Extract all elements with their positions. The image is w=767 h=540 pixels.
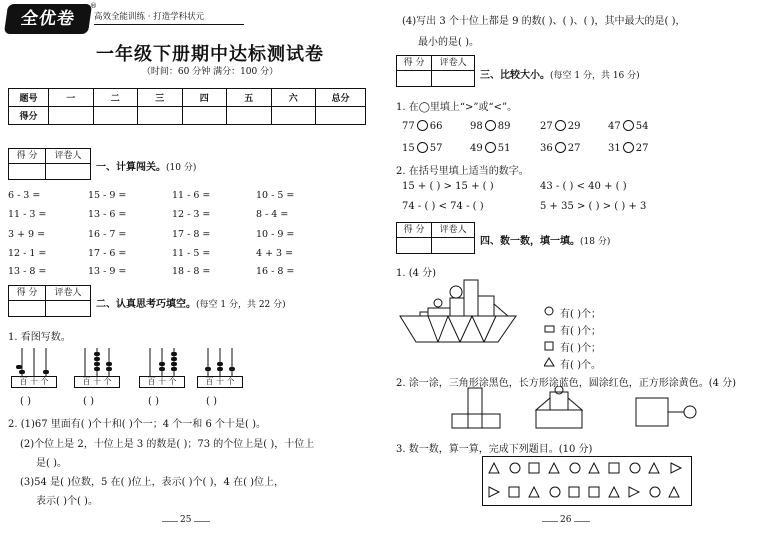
grader-score-label: 得 分 [397, 223, 432, 237]
compare-circle[interactable] [485, 120, 496, 131]
compare-circle[interactable] [555, 120, 566, 131]
fill-inequality[interactable]: 43 - ( ) < 40 + ( ) [540, 181, 627, 192]
score-table-score-row [9, 107, 366, 125]
grader-score-label: 得 分 [397, 56, 432, 70]
grader-reviewer-cell[interactable] [432, 71, 474, 86]
grid-square [529, 463, 539, 473]
q4-line2: 最小的是( )。 [418, 37, 479, 48]
score-cell[interactable] [49, 107, 94, 125]
section2-title: 二、认真思考巧填空。(每空 1 分，共 22 分) [96, 299, 286, 310]
abacus-2 [85, 348, 112, 376]
calc-item: 12 - 3 = [172, 209, 211, 220]
score-col-header: 四 [182, 89, 227, 107]
q2-part3-line2: 表示( )个( )。 [36, 496, 98, 507]
grader-reviewer-cell[interactable] [46, 164, 90, 179]
calc-item: 17 - 8 = [172, 229, 211, 240]
grader-reviewer-label: 评卷人 [54, 151, 82, 161]
page-number-rule [574, 521, 590, 522]
coloring-figures [450, 386, 710, 432]
s3-q2-prompt: 2. 在括号里填上适当的数字。 [396, 166, 529, 177]
fill-inequality[interactable]: 5 + 35 > ( ) > ( ) + 3 [540, 201, 647, 212]
grader-score-label: 得 分 [9, 286, 46, 300]
score-col-header: 一 [49, 89, 94, 107]
page-number-rule [542, 521, 558, 522]
score-cell[interactable] [316, 107, 366, 125]
shape-sequence-grid [482, 456, 692, 506]
calc-item: 17 - 6 = [88, 248, 127, 259]
grader-box [396, 222, 475, 254]
exam-title: 一年级下册期中达标测试卷 [96, 44, 324, 65]
calc-item: 11 - 3 = [8, 209, 47, 220]
calc-item: 13 - 8 = [8, 266, 47, 277]
grader-reviewer-label: 评卷人 [54, 288, 82, 298]
calc-item: 16 - 7 = [88, 229, 127, 240]
compare-item: 15 57 [402, 143, 443, 154]
score-table [8, 88, 366, 125]
score-col-header: 三 [138, 89, 183, 107]
calc-item: 10 - 5 = [256, 190, 295, 201]
calc-item: 8 - 4 = [256, 209, 289, 220]
section3-title: 三、比较大小。(每空 1 分，共 16 分) [480, 70, 640, 81]
abacus-answer-blank[interactable]: ( ) [83, 396, 94, 407]
count-triangles[interactable]: 有( )个。 [560, 360, 601, 371]
circle-icon [544, 306, 556, 316]
square-icon [544, 341, 556, 351]
calc-item: 11 - 6 = [172, 190, 211, 201]
q2-part3-line1: (3)54 是( )位数，5 在( )位上，表示( )个( )，4 在( )位上， [20, 477, 285, 488]
registered-mark: ® [90, 2, 97, 10]
score-col-header: 题号 [9, 89, 49, 107]
grader-reviewer-label: 评卷人 [439, 58, 467, 68]
q2-part2-line1: (2)个位上是 2，十位上是 3 的数是( )；73 的个位上是( )，十位上 [20, 439, 315, 450]
section3-note: (每空 1 分，共 16 分) [550, 71, 640, 81]
score-cell[interactable] [227, 107, 272, 125]
calc-item: 4 + 3 = [256, 248, 294, 259]
score-col-header: 六 [271, 89, 316, 107]
abacus-3 [150, 348, 177, 376]
compare-circle[interactable] [623, 142, 634, 153]
score-table-header-row [9, 89, 366, 107]
s4-q2-prompt: 2. 涂一涂，三角形涂黑色，长方形涂蓝色，圆涂红色，正方形涂黄色。(4 分) [396, 378, 737, 389]
abacus-base-label: 百 十 个 [197, 376, 243, 388]
compare-item: 36 27 [540, 143, 581, 154]
q4-line1: (4)写出 3 个十位上都是 9 的数( )、( )、( )，其中最大的是( )， [402, 16, 686, 27]
score-col-header: 总分 [316, 89, 366, 107]
q1-prompt: 1. 看图写数。 [8, 332, 71, 343]
abacus-base-label: 百 十 个 [139, 376, 185, 388]
s4-q1-prompt: 1. (4 分) [396, 268, 437, 279]
score-row-label: 得分 [9, 107, 49, 125]
score-cell[interactable] [93, 107, 138, 125]
rectangle-icon [544, 324, 556, 334]
fill-inequality[interactable]: 15 + ( ) > 15 + ( ) [402, 181, 494, 192]
score-col-header: 二 [93, 89, 138, 107]
section1-title: 一、计算闯关。(10 分) [96, 162, 197, 173]
s4-q3-prompt: 3. 数一数，算一算，完成下列题目。(10 分) [396, 444, 593, 455]
calc-item: 6 - 3 = [8, 190, 41, 201]
compare-item: 77 66 [402, 121, 443, 132]
grid-triangle [489, 463, 499, 473]
compare-item: 49 51 [470, 143, 511, 154]
grader-score-cell[interactable] [9, 301, 46, 316]
compare-circle[interactable] [417, 142, 428, 153]
count-circles[interactable]: 有( )个； [560, 309, 601, 320]
compare-item: 27 29 [540, 121, 581, 132]
fill-inequality[interactable]: 74 - ( ) < 74 - ( ) [402, 201, 484, 212]
score-cell[interactable] [138, 107, 183, 125]
grader-reviewer-cell[interactable] [432, 238, 474, 253]
score-cell[interactable] [182, 107, 227, 125]
grid-circle [510, 463, 520, 473]
compare-circle[interactable] [485, 142, 496, 153]
abacus-base-label: 百 十 个 [11, 376, 57, 388]
compare-item: 98 89 [470, 121, 511, 132]
compare-circle[interactable] [417, 120, 428, 131]
section1-note: (10 分) [166, 163, 197, 173]
calc-item: 13 - 6 = [88, 209, 127, 220]
brand-logo: 全优卷 [4, 4, 92, 34]
abacus-answer-blank[interactable]: ( ) [148, 396, 159, 407]
section4-note: (18 分) [580, 237, 611, 247]
page-number-right: 26 [560, 515, 572, 525]
grader-score-cell[interactable] [397, 238, 432, 253]
compare-item: 47 54 [608, 121, 649, 132]
grader-box [8, 148, 91, 180]
compare-item: 31 27 [608, 143, 649, 154]
count-rectangles[interactable]: 有( )个； [560, 326, 601, 337]
abacus-answer-blank[interactable]: ( ) [20, 396, 31, 407]
calc-item: 13 - 9 = [88, 266, 127, 277]
grader-reviewer-cell[interactable] [46, 301, 90, 316]
exam-subtitle: （时间：60 分钟 满分：100 分） [141, 67, 279, 77]
calc-item: 10 - 9 = [256, 229, 295, 240]
page-number-rule [162, 521, 178, 522]
slogan-rule [94, 24, 244, 25]
grader-score-cell[interactable] [397, 71, 432, 86]
grader-score-cell[interactable] [9, 164, 46, 179]
abacus-1 [16, 348, 49, 376]
count-squares[interactable]: 有( )个； [560, 343, 601, 354]
coloring-rect-a [468, 388, 482, 414]
calc-item: 15 - 9 = [88, 190, 127, 201]
page-number-rule [194, 521, 210, 522]
shape-boat-figure [398, 276, 522, 370]
calc-item: 18 - 8 = [172, 266, 211, 277]
page-number-left: 25 [180, 515, 192, 525]
abacus-answer-blank[interactable]: ( ) [206, 396, 217, 407]
grader-score-label: 得 分 [9, 149, 46, 163]
score-cell[interactable] [271, 107, 316, 125]
brand-slogan: 高效全能训练 · 打造学科状元 [94, 12, 205, 22]
s3-q1-prompt: 1. 在◯里填上“>”或“<”。 [396, 102, 518, 113]
calc-item: 3 + 9 = [8, 229, 46, 240]
calc-item: 11 - 5 = [172, 248, 211, 259]
score-col-header: 五 [227, 89, 272, 107]
grader-box [8, 285, 91, 317]
section2-note: (每空 1 分，共 22 分) [196, 300, 286, 310]
calc-item: 16 - 8 = [256, 266, 295, 277]
compare-circle[interactable] [623, 120, 634, 131]
q2-part1: 2. (1)67 里面有( )个十和( )个一；4 个一和 6 个十是( )。 [8, 419, 266, 430]
calc-item: 12 - 1 = [8, 248, 47, 259]
grader-box [396, 55, 475, 87]
section4-title: 四、数一数，填一填。(18 分) [480, 236, 611, 247]
q2-part2-line2: 是( )。 [36, 458, 67, 469]
grader-reviewer-label: 评卷人 [439, 225, 467, 235]
compare-circle[interactable] [555, 142, 566, 153]
triangle-icon [544, 357, 556, 367]
abacus-4 [205, 348, 235, 376]
abacus-figures [10, 344, 360, 392]
abacus-base-label: 百 十 个 [74, 376, 120, 388]
